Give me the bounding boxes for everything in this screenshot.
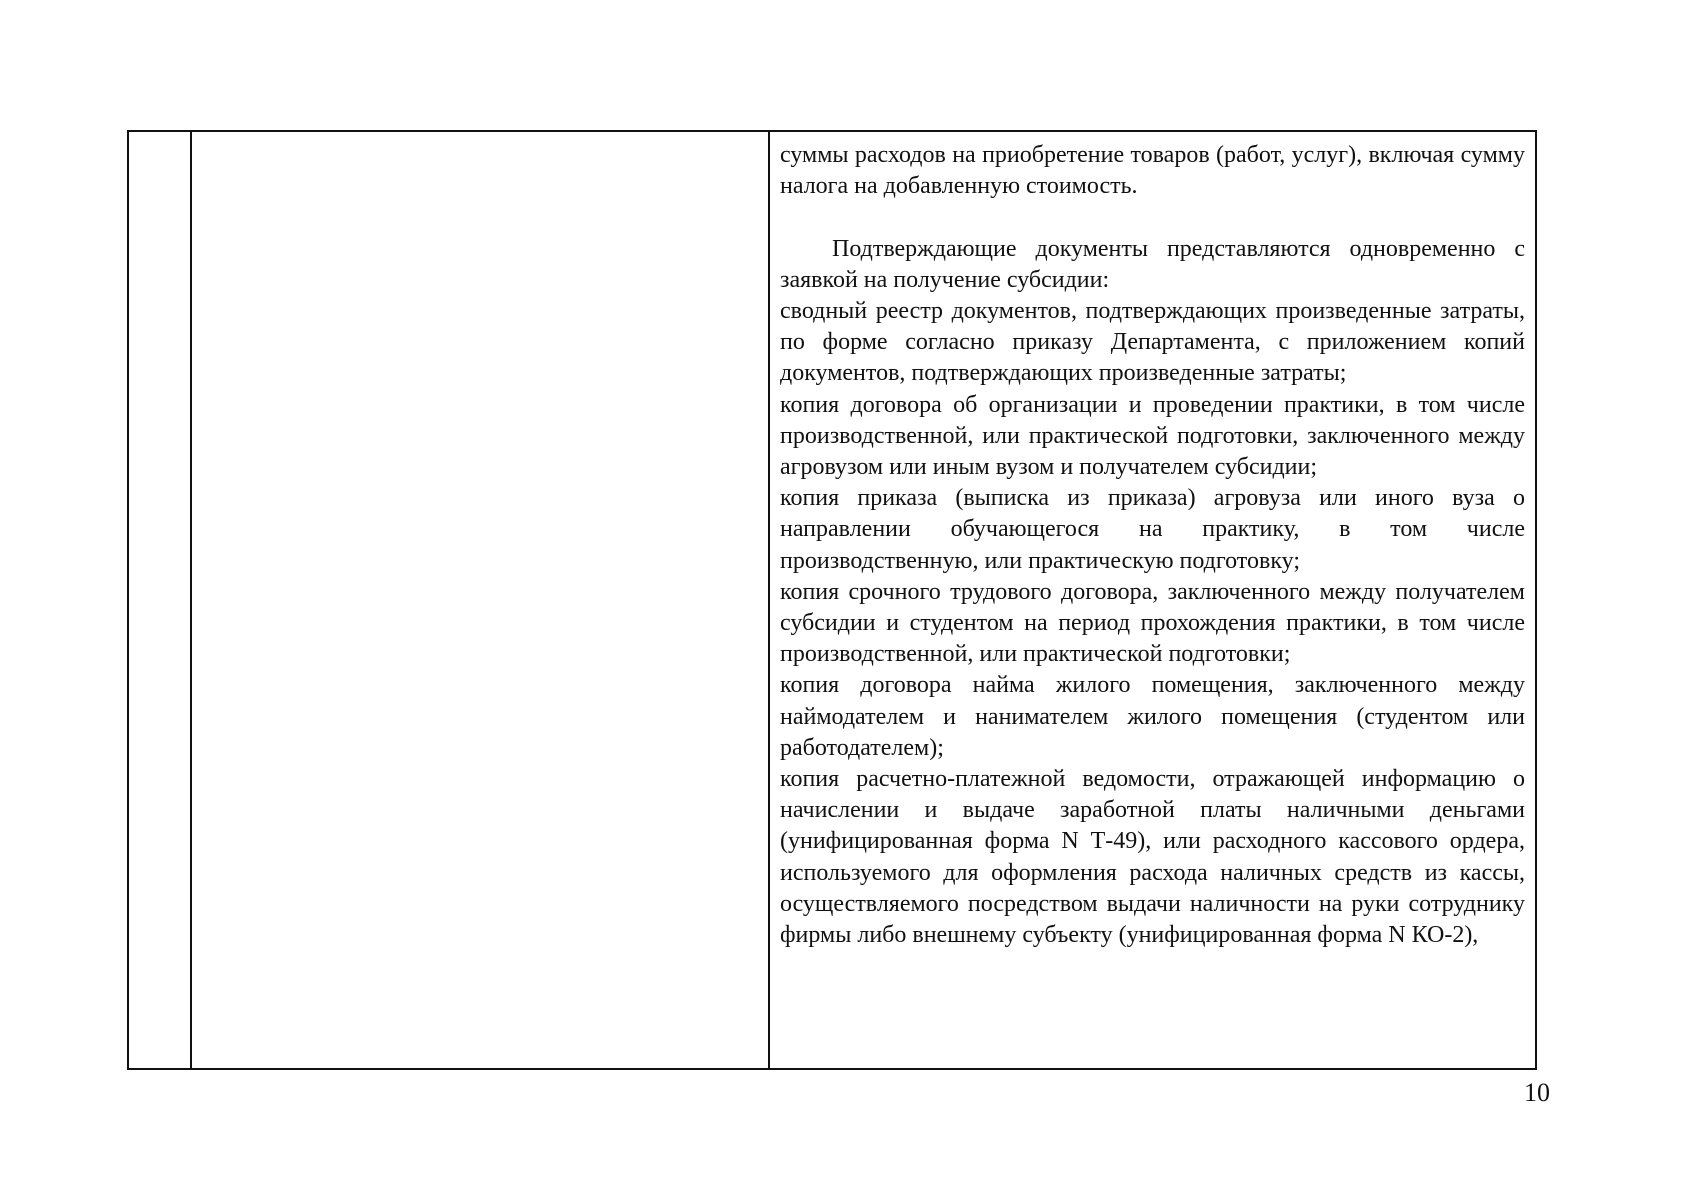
document-item: копия договора об организации и проведении практики, в том числе производственной, или практической подготовки, заключенного между агровузом или иным вузом и получателем субсидии; bbox=[780, 391, 1525, 481]
table-column-number bbox=[129, 132, 192, 1068]
document-item: копия срочного трудового договора, заключенного между получателем субсидии и студентом на период прохождения практики, в том числе производственной, или практической подготовки; bbox=[780, 578, 1525, 668]
paragraph-spacer bbox=[780, 202, 1525, 233]
table-column-description bbox=[770, 132, 1535, 1068]
document-item: копия расчетно-платежной ведомости, отражающей информацию о начислении и выдаче заработной платы наличными деньгами (унифицированная форма N Т-49), или расходного кассового ордера, используемого для оформления расхода наличных средств из кассы, осуществляемого посредством выдачи наличности на руки сотруднику фирмы либо внешнему субъекту (унифицированная форма N КО-2), bbox=[780, 766, 1525, 949]
page-number: 10 bbox=[1524, 1078, 1550, 1107]
document-item: копия договора найма жилого помещения, заключенного между наймодателем и нанимателем жилого помещения (студентом или работодателем); bbox=[780, 672, 1525, 761]
continuation-paragraph: суммы расходов на приобретение товаров (работ, услуг), включая сумму налога на добавленную стоимость. bbox=[780, 142, 1525, 200]
table-column-name bbox=[192, 132, 770, 1068]
document-item: сводный реестр документов, подтверждающих произведенные затраты, по форме согласно приказу Департамента, с приложением копий документов, подтверждающих произведенные затраты; bbox=[780, 298, 1525, 387]
document-item: копия приказа (выписка из приказа) агровуза или иного вуза о направлении обучающегося на практику, в том числе производственную, или практическую подготовку; bbox=[780, 485, 1525, 574]
document-table bbox=[127, 130, 1537, 1070]
intro-paragraph: Подтверждающие документы представляются одновременно с заявкой на получение субсидии: bbox=[780, 235, 1525, 293]
